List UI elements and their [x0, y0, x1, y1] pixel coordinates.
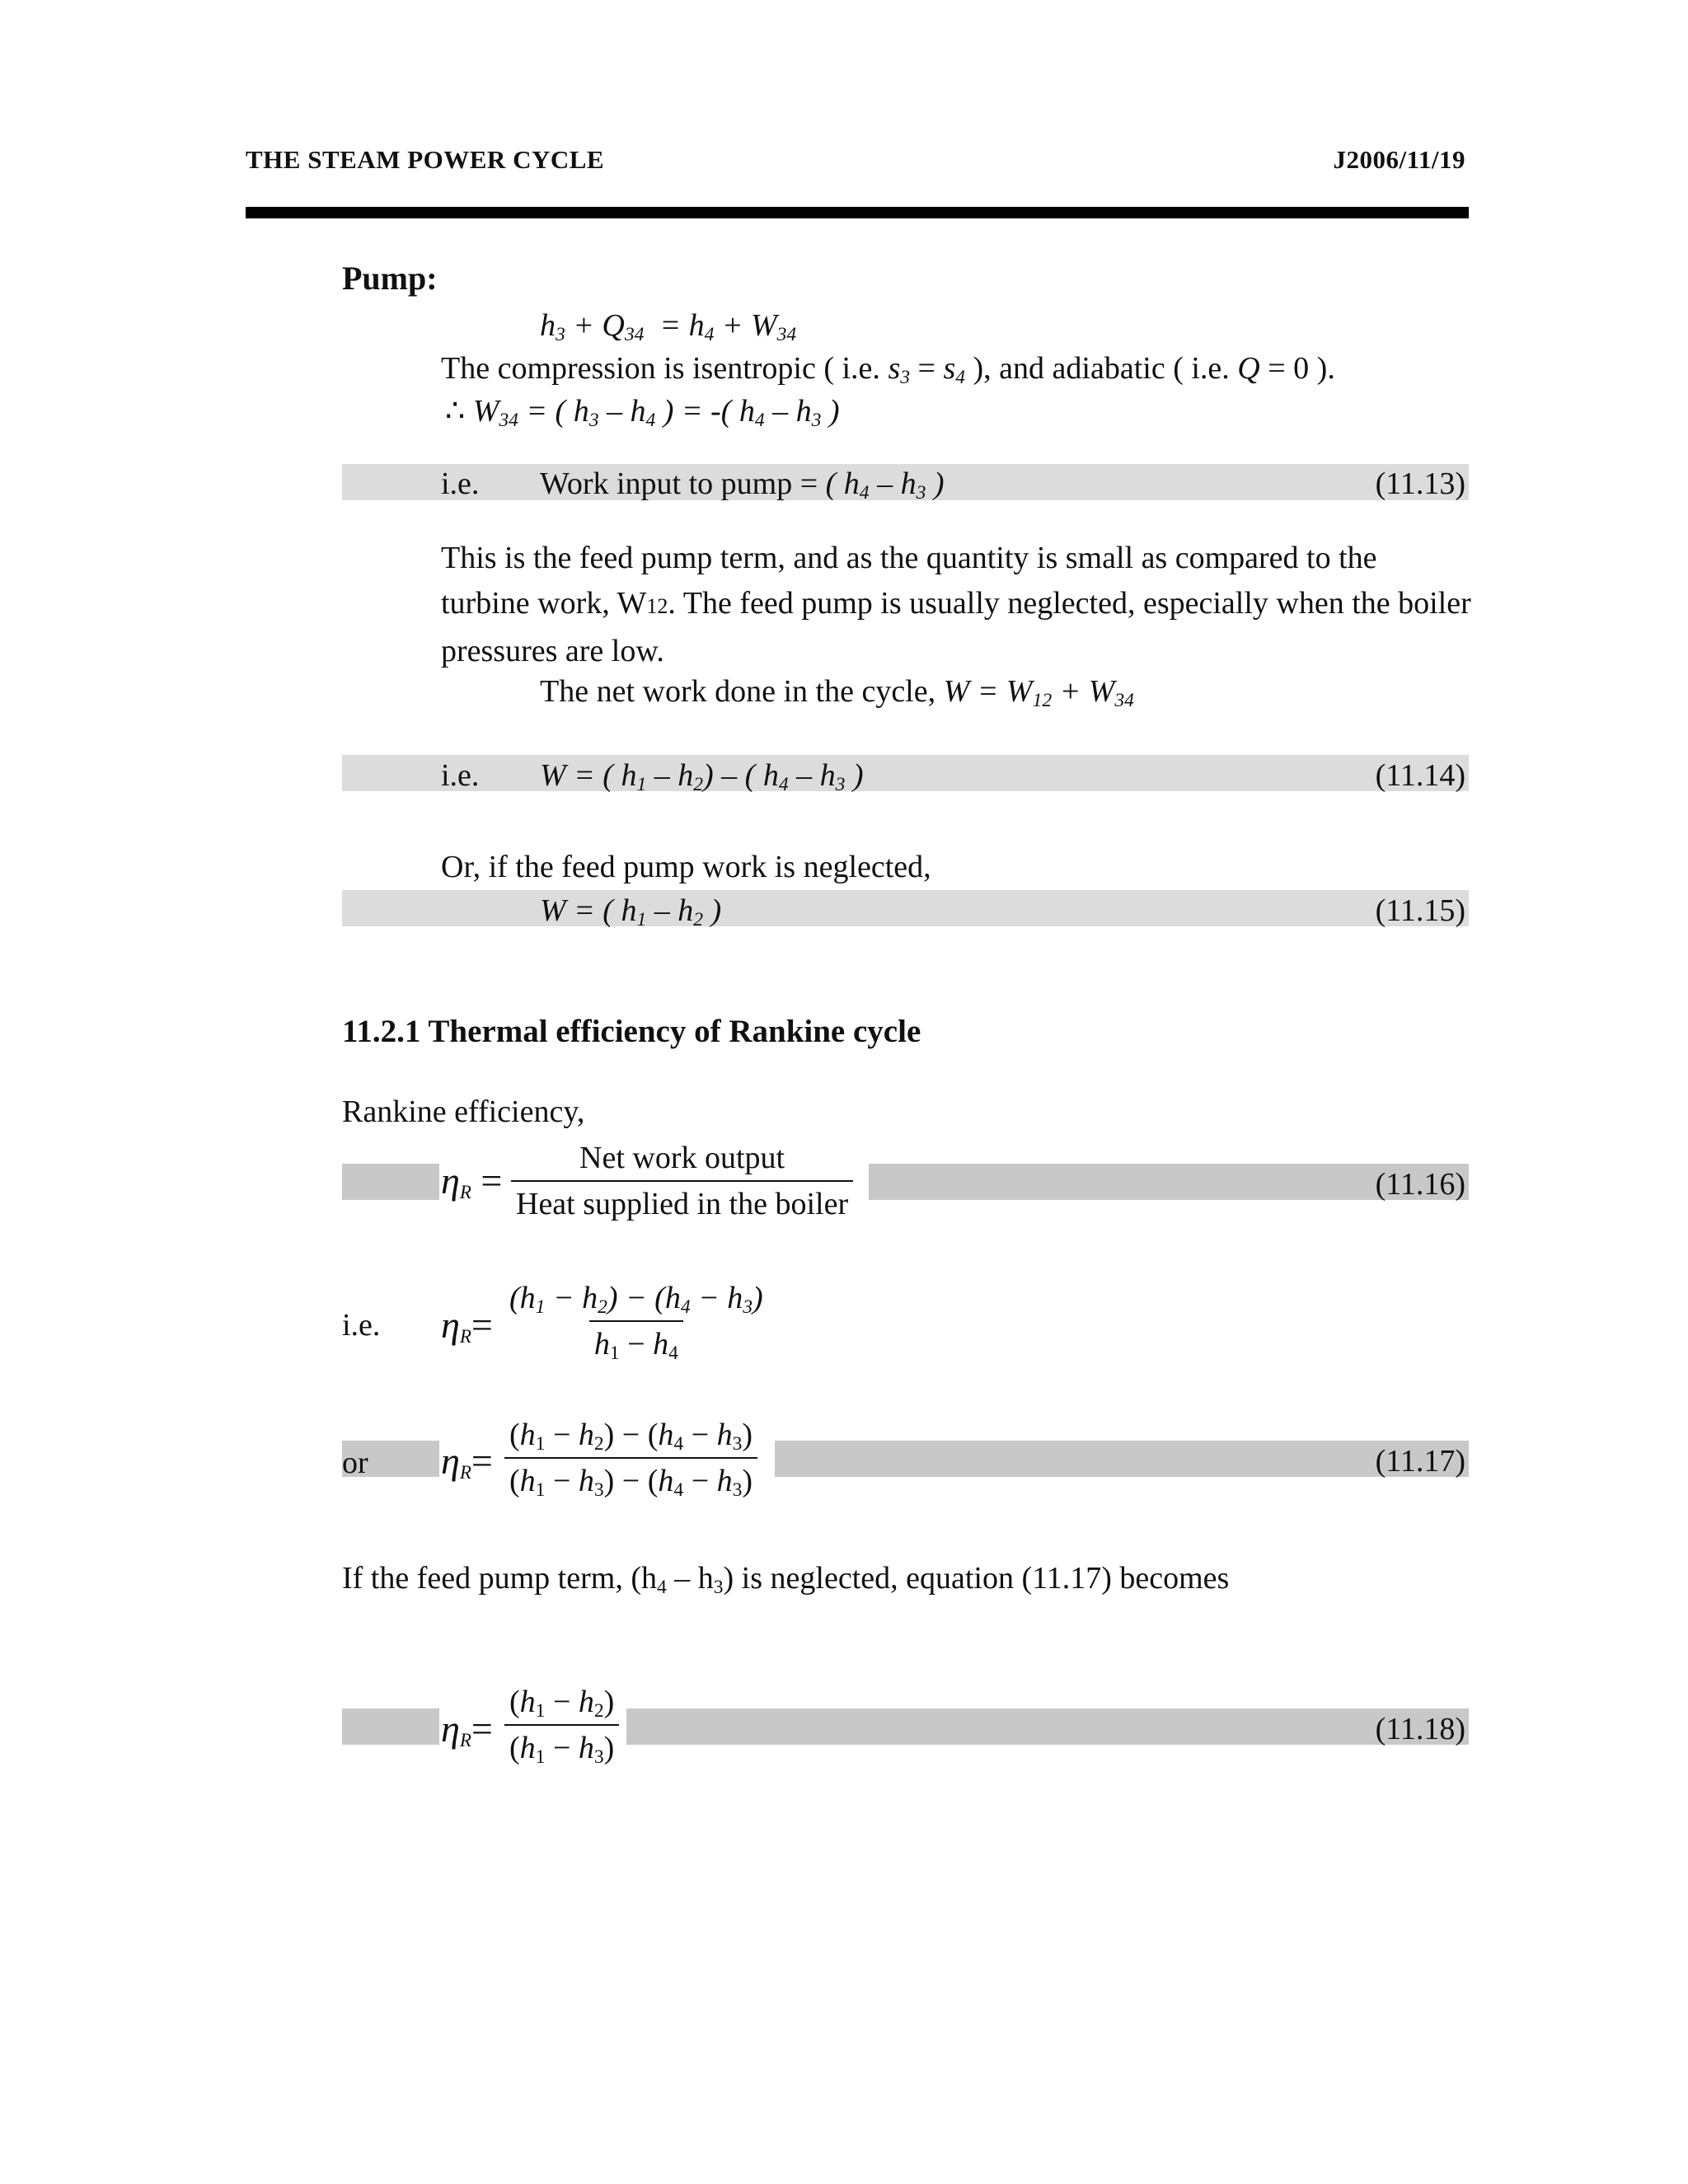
- running-header-title: THE STEAM POWER CYCLE: [246, 145, 605, 174]
- pump-therefore-equation: ∴ $W_{34}$ = ( $h_3 - h_4$ ) = -( $h_4 - h_3$ ): [445, 394, 840, 431]
- eq-11-17-fraction: [504, 1418, 757, 1501]
- eta-r-symbol-17: $\eta_R=$: [441, 1440, 493, 1483]
- eq-11-18-numerator: $(h_1 - h_2)$: [509, 1685, 615, 1722]
- eq-11-16-numerator: Net work output: [579, 1141, 785, 1175]
- eq-11-16-band-left: [342, 1164, 439, 1200]
- eq-11-18-fraction: [504, 1685, 619, 1768]
- eq-11-14-ie-label: i.e.: [441, 758, 480, 793]
- or-label: or: [342, 1446, 368, 1480]
- eq-11-13-text: Work input to pump = ( $h_4 - h_3$ ): [540, 466, 945, 504]
- eq-11-15-equation: W = ( $h_1 - h_2$ ): [540, 893, 722, 930]
- eq-11-17-band-right: [775, 1441, 1469, 1477]
- eq-11-18-band-left: [342, 1708, 439, 1745]
- ie-fraction-denominator: $h_1 - h_4$: [589, 1320, 683, 1360]
- eta-r-symbol-18: $\eta_R=$: [441, 1708, 493, 1750]
- eta-r-symbol-ie: $\eta_R=$: [441, 1304, 493, 1347]
- rankine-label: Rankine efficiency,: [342, 1094, 585, 1129]
- eq-11-13-number: (11.13): [1375, 466, 1465, 501]
- eq-11-14-number: (11.14): [1375, 758, 1465, 793]
- pump-energy-equation: $h_3 + Q_{34} = h_4 + W_{34}$: [540, 308, 797, 345]
- eq-11-18-denominator: $(h_1 - h_3)$: [504, 1724, 619, 1764]
- eq-11-15-band: [342, 890, 1469, 930]
- pump-heading: Pump:: [342, 260, 438, 297]
- section-heading: 11.2.1 Thermal efficiency of Rankine cycle: [342, 1014, 921, 1049]
- neglected-text: Or, if the feed pump work is neglected,: [441, 850, 931, 884]
- ie-fraction-label: i.e.: [342, 1308, 381, 1343]
- header-rule: [246, 207, 1469, 218]
- ie-fraction-numerator: $(h_1 - h_2) - (h_4 - h_3)$: [509, 1281, 763, 1318]
- eq-11-15-number: (11.15): [1375, 893, 1465, 928]
- feed-pump-paragraph: This is the feed pump term, and as the quantity is small as compared to the turbine work, W12. The feed pump is usually neglected, especially when the boiler pressures are low.: [441, 541, 1471, 668]
- eq-11-17-denominator: $(h_1 - h_3) - (h_4 - h_3)$: [504, 1457, 757, 1497]
- net-work-line: The net work done in the cycle, $W = W_{12} + W_{34}$: [540, 674, 1134, 711]
- eq-11-16-fraction: [511, 1142, 853, 1220]
- eq-11-14-equation: W = ( $h_1 - h_2$) – ( $h_4 - h_3$ ): [540, 758, 864, 795]
- eq-11-16-number: (11.16): [1375, 1167, 1465, 1202]
- eq-11-18-number: (11.18): [1375, 1712, 1465, 1746]
- neglect-feed-pump-text: If the feed pump term, $(h_4 - h_3)$ is neglected, equation (11.17) becomes: [342, 1561, 1230, 1598]
- eq-11-17-number: (11.17): [1375, 1444, 1465, 1479]
- eta-r-symbol: $\eta_R$ =: [441, 1160, 503, 1202]
- pump-isentropic-text: The compression is isentropic ( i.e. $s_3 = s_4$ ), and adiabatic ( i.e. Q = 0 ).: [441, 351, 1335, 388]
- eq-11-14-band: [342, 755, 1469, 795]
- eq-11-17-numerator: $(h_1 - h_2) - (h_4 - h_3)$: [509, 1418, 753, 1455]
- running-header-code: J2006/11/19: [1333, 145, 1465, 174]
- eq-11-16-denominator: Heat supplied in the boiler: [511, 1180, 853, 1220]
- ie-fraction: [504, 1281, 768, 1364]
- eq-11-18-band-right: [626, 1708, 1469, 1745]
- eq-11-13-ie-label: i.e.: [441, 466, 480, 501]
